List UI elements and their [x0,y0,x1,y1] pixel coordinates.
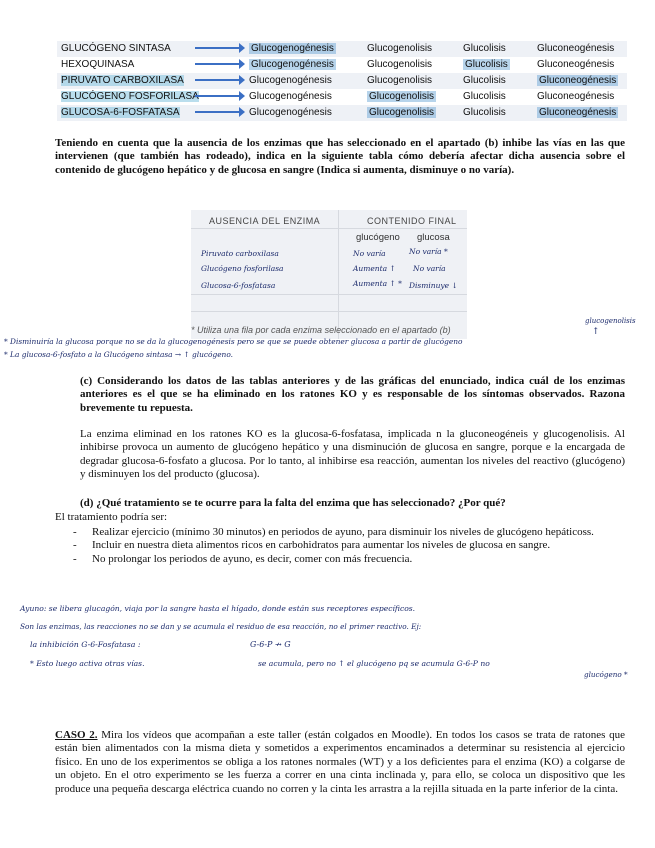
handwritten-line: Ayuno: se libera glucagón, viaja por la sangre hasta el hígado, donde están sus receptores específicos. [20,604,416,613]
table-footnote: * Utiliza una fila por cada enzima seleccionado en el apartado (b) [191,325,451,335]
cell-glycogen: Aumenta ↑ [353,264,396,273]
list-item: - No prolongar los periodos de ayuno, es decir, comer con más frecuencia. [62,553,625,566]
enzyme-row [57,89,627,105]
answer-c: La enzima eliminad en los ratones KO es la glucosa-6-fosfatasa, implicada n la gluconeogéneis y glucogenolisis. Al inhibirse provoca un aumento de glucógeno hepático y una disminución de glucosa en sangre, porque e la encargada de degradar glucosa-6-fosfato a glucosa. Por lo tanto, al inhibirse esa reacción, aumentan los niveles del reactivo (glucógeno) y disminuyen los del producto (glucosa). [80,428,625,481]
treatment-intro: El tratamiento podría ser: [55,511,168,523]
handwritten-line: * Disminuiría la glucosa porque no se da la glucogenogénesis pero se que se puede obtener glucosa a partir de glucógeno [4,337,463,346]
case-2-text: Mira los vídeos que acompañan a este taller (están colgados en Moodle). En todos los casos se trata de ratones que están bien alimentados con la misma dieta y sometidos a experimentos encaminados a determinar su resistencia al ejercicio físico. En uno de los experimentos se obliga a los ratones normales (WT) y a los deficientes para el enzima (KO) a colgarse de un objeto. En el otro experimento se les fuerza a correr en una cinta inclinada y, para ello, se coloca un dispositivo que les produce una pequeña descarga eléctrica cuando no corren y la cinta les arrastra a la rejilla situada en la parte inferior de la cinta. [55,729,626,795]
list-item: - Incluir en nuestra dieta alimentos ricos en carbohidratos para aumentar los niveles de glucosa en sangre. [62,539,625,552]
cell-glycogen: Aumenta ↑ * [353,279,402,288]
enzyme-row [57,73,627,89]
case-2-title: CASO 2. [55,729,98,741]
table-divider [191,294,467,295]
pathway-glucolisis: Glucolisis [463,91,506,102]
pathway-glucogenogenesis: Glucogenogénesis [249,107,332,118]
cell-enzyme: Glucosa-6-fosfatasa [201,281,276,290]
handwritten-arrow: ↑ [592,327,600,337]
enzyme-row [57,57,627,73]
arrow-right-icon [195,42,245,57]
enzyme-row [57,105,627,121]
enzyme-name: GLUCÓGENO FOSFORILASA [61,91,199,102]
handwritten-side-note: glucogenolisis [585,317,636,325]
header-final-content: CONTENIDO FINAL [367,216,457,226]
pathway-glucogenogenesis: Glucogenogénesis [251,43,334,54]
enzyme-name: HEXOQUINASA [61,59,135,70]
cell-glycogen: No varía [353,249,386,258]
cell-enzyme: Piruvato carboxilasa [201,249,279,258]
enzyme-row [57,41,627,57]
pathway-glucogenolisis: Glucogenolisis [367,43,433,54]
question-d: (d) ¿Qué tratamiento se te ocurre para la falta del enzima que has seleccionado? ¿Por qué? [80,497,506,509]
question-c: (c) Considerando los datos de las tablas anteriores y de las gráficas del enunciado, indica cuál de los enzimas anteriores es el que se ha eliminado en los ratones KO y es responsable de los síntomas observados. Razona brevemente tu repuesta. [80,375,625,414]
pathway-gluconeogenesis: Gluconeogénesis [539,107,617,118]
pathway-gluconeogenesis: Gluconeogénesis [539,75,617,86]
pathway-glucolisis: Glucolisis [463,75,506,86]
pathway-glucolisis: Glucolisis [463,43,506,54]
cell-glucose: Disminuye ↓ [409,281,458,290]
header-enzyme: AUSENCIA DEL ENZIMA [209,216,321,226]
enzyme-pathway-table [57,41,627,121]
instruction-paragraph: Teniendo en cuenta que la ausencia de los enzimas que has seleccionado en el apartado (b) inhibe las vías en las que intervienen (que también has rodeado), indica en la siguiente tabla cómo debería afectar dicha ausencia sobre el contenido de glucógeno hepático y de glucosa en sangre (Indica si aumenta, disminuye o no varía). [55,137,625,176]
pathway-glucogenolisis: Glucogenolisis [369,107,435,118]
cell-glucose: No varía [413,264,446,273]
enzyme-name: PIRUVATO CARBOXILASA [61,75,184,86]
pathway-glucogenolisis: Glucogenolisis [367,75,433,86]
arrow-right-icon [195,106,245,121]
pathway-glucolisis: Glucolisis [465,59,508,70]
enzyme-name: GLUCOSA-6-FOSFATASA [61,107,180,118]
handwritten-line: Son las enzimas, las reacciones no se dan y se acumula el residuo de esa reacción, no el primer reactivo. Ej: [20,622,422,631]
handwritten-line: la inhibición G-6-Fosfatasa : [30,640,141,649]
enzyme-name: GLUCÓGENO SINTASA [61,43,171,54]
cell-glucose: No varía * [409,247,448,256]
pathway-gluconeogenesis: Gluconeogénesis [537,91,615,102]
table-divider [338,210,339,339]
handwritten-line: * La glucosa-6-fosfato a la Glucógeno sintasa → ↑ glucógeno. [4,350,233,359]
pathway-glucogenogenesis: Glucogenogénesis [249,91,332,102]
subheader-glycogen: glucógeno [356,232,400,243]
handwritten-equation: G-6-P ↛ G [250,640,291,649]
arrow-right-icon [195,58,245,73]
pathway-glucolisis: Glucolisis [463,107,506,118]
case-2-paragraph [55,729,625,796]
list-item: - Realizar ejercicio (mínimo 30 minutos) en periodos de ayuno, para disminuir los niveles de glucógeno hepáticoss. [62,526,625,539]
cell-enzyme: Glucógeno fosforilasa [201,264,284,273]
treatment-list [62,526,625,566]
handwritten-line: * Esto luego activa otras vías. [30,659,145,668]
table-divider [191,311,467,312]
pathway-glucogenolisis: Glucogenolisis [367,59,433,70]
pathway-gluconeogenesis: Gluconeogénesis [537,59,615,70]
pathway-glucogenogenesis: Glucogenogénesis [251,59,334,70]
absence-table [191,210,467,339]
pathway-gluconeogenesis: Gluconeogénesis [537,43,615,54]
pathway-glucogenogenesis: Glucogenogénesis [249,75,332,86]
arrow-right-icon [195,74,245,89]
handwritten-line: se acumula, pero no ↑ el glucógeno pq se acumula G-6-P no [258,659,490,668]
table-divider [191,228,467,229]
subheader-glucose: glucosa [417,232,450,243]
handwritten-line: glucógeno * [584,670,628,679]
arrow-right-icon [195,90,245,105]
pathway-glucogenolisis: Glucogenolisis [369,91,435,102]
